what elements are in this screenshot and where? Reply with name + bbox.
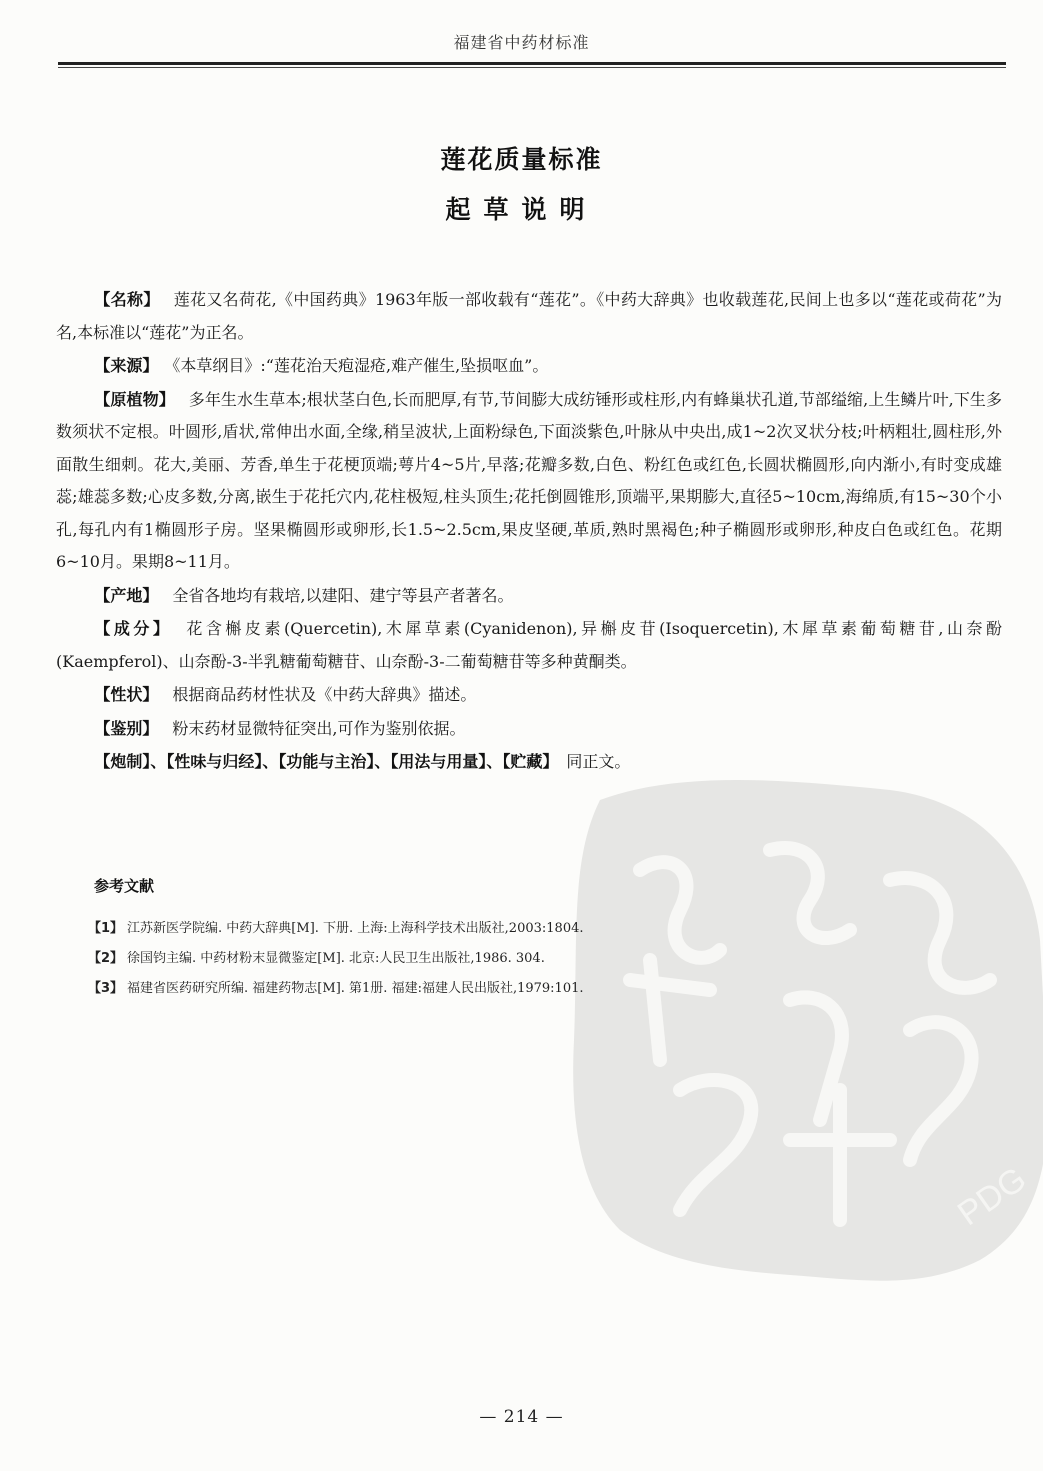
document-title: 莲花质量标准 bbox=[440, 145, 603, 174]
reference-text: 徐国钧主编. 中药材粉末显微鉴定[M]. 北京:人民卫生出版社,1986. 304. bbox=[127, 951, 545, 966]
seal-watermark bbox=[560, 760, 1043, 1300]
section-plant bbox=[56, 384, 1002, 579]
document-subtitle: 起草说明 bbox=[445, 195, 598, 224]
section-composition bbox=[56, 613, 1002, 678]
section-text: 花含槲皮素(Quercetin),木犀草素(Cyanidenon),异槲皮苷(Isoquercetin),木犀草素葡萄糖苷,山奈酚(Kaempferol)、山奈酚-3-半乳糖葡萄糖苷、山奈酚-3-二葡萄糖苷等多种黄酮类。 bbox=[56, 619, 1002, 671]
section-text: 粉末药材显微特征突出,可作为鉴别依据。 bbox=[172, 718, 466, 738]
section-name bbox=[56, 284, 1002, 349]
reference-number: 【3】 bbox=[88, 981, 124, 996]
section-processing bbox=[56, 746, 1002, 779]
section-tag: 【产地】 bbox=[94, 585, 159, 605]
section-text: 全省各地均有栽培,以建阳、建宁等县产者著名。 bbox=[172, 585, 514, 605]
reference-number: 【2】 bbox=[88, 951, 124, 966]
section-tag: 【名称】 bbox=[94, 290, 160, 309]
reference-item bbox=[88, 944, 994, 974]
watermark-text: PDG bbox=[950, 1159, 1034, 1234]
section-text: 莲花又名荷花,《中国药典》1963年版一部收载有“莲花”。《中药大辞典》也收载莲花,民间上也多以“莲花或荷花”为名,本标准以“莲花”为正名。 bbox=[56, 290, 1002, 342]
header-rule-thin bbox=[58, 67, 1006, 68]
section-tag: 【炮制】、【性味与归经】、【功能与主治】、【用法与用量】、【贮藏】 bbox=[94, 752, 559, 771]
section-text: 多年生水生草本;根状茎白色,长而肥厚,有节,节间膨大成纺锤形或柱形,内有蜂巢状孔道,节部缢缩,上生鳞片叶,下生多数须状不定根。叶圆形,盾状,常伸出水面,全缘,稍呈波状,上面粉绿色,下面淡紫色,叶脉从中央出,成1~2次叉状分枝;叶柄粗壮,圆柱形,外面散生细刺。花大,美丽、芳香,单生于花梗顶端;萼片4~5片,早落;花瓣多数,白色、粉红色或红色,长圆状椭圆形,向内渐小,有时变成雄蕊;雄蕊多数;心皮多数,分离,嵌生于花托穴内,花柱极短,柱头顶生;花托倒圆锥形,顶端平,果期膨大,直径5~10cm,海绵质,有15~30个小孔,每孔内有1椭圆形子房。坚果椭圆形或卵形,长1.5~2.5cm,果皮坚硬,革质,熟时黑褐色;种子椭圆形或卵形,种皮白色或红色。花期6~10月。果期8~11月。 bbox=[56, 389, 1002, 571]
page-number: — 214 — bbox=[479, 1407, 564, 1427]
reference-number: 【1】 bbox=[88, 921, 124, 936]
reference-item bbox=[88, 914, 994, 944]
section-source bbox=[56, 350, 1002, 383]
section-tag: 【来源】 bbox=[94, 356, 159, 375]
reference-item bbox=[88, 974, 994, 1004]
body-text bbox=[56, 284, 1002, 779]
running-header: 福建省中药材标准 bbox=[453, 33, 590, 52]
reference-text: 江苏新医学院编. 中药大辞典[M]. 下册. 上海:上海科学技术出版社,2003:1804. bbox=[127, 921, 584, 936]
section-identification bbox=[56, 713, 1002, 746]
section-text: 同正文。 bbox=[566, 752, 631, 771]
section-text: 《本草纲目》:“莲花治天疱湿疮,难产催生,坠损呕血”。 bbox=[172, 356, 549, 375]
section-characteristics bbox=[56, 679, 1002, 712]
header-rule bbox=[58, 62, 1006, 65]
section-tag: 【成分】 bbox=[94, 619, 173, 638]
section-tag: 【性状】 bbox=[94, 685, 159, 704]
references-title: 参考文献 bbox=[94, 877, 155, 895]
reference-text: 福建省医药研究所编. 福建药物志[M]. 第1册. 福建:福建人民出版社,1979:101. bbox=[127, 981, 584, 996]
section-tag: 【原植物】 bbox=[94, 389, 175, 409]
section-origin bbox=[56, 580, 1002, 613]
section-tag: 【鉴别】 bbox=[94, 718, 159, 738]
section-text: 根据商品药材性状及《中药大辞典》描述。 bbox=[172, 685, 477, 704]
references bbox=[88, 875, 994, 1004]
